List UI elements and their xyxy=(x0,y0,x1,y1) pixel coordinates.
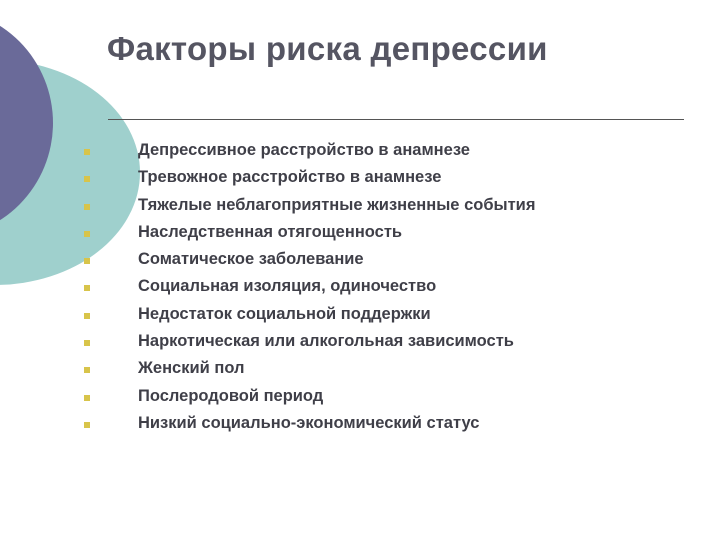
bullet-square-icon xyxy=(84,149,90,155)
bullet-square-icon xyxy=(84,367,90,373)
list-item-text: Тяжелые неблагоприятные жизненные события xyxy=(138,195,536,214)
bullet-square-icon xyxy=(84,258,90,264)
bullet-square-icon xyxy=(84,204,90,210)
list-item xyxy=(84,301,535,328)
list-item xyxy=(84,137,535,164)
risk-factor-list xyxy=(84,137,535,437)
list-item-text: Депрессивное расстройство в анамнезе xyxy=(138,141,470,159)
bullet-square-icon xyxy=(84,176,90,182)
list-item xyxy=(84,273,535,300)
bullet-square-icon xyxy=(84,231,90,237)
list-item xyxy=(84,328,535,355)
list-item-text: Женский пол xyxy=(138,359,245,378)
list-item-text: Недостаток социальной поддержки xyxy=(138,304,431,323)
list-item xyxy=(84,192,535,219)
slide-title: Факторы риска депрессии xyxy=(107,30,548,67)
list-item-text: Тревожное расстройство в анамнезе xyxy=(138,168,442,187)
list-item-text: Наркотическая или алкогольная зависимость xyxy=(138,332,514,351)
bullet-square-icon xyxy=(84,422,90,428)
list-item-text: Низкий социально-экономический статус xyxy=(138,413,480,432)
list-item-text: Социальная изоляция, одиночество xyxy=(138,277,437,296)
list-item-text: Послеродовой период xyxy=(138,386,324,405)
list-item xyxy=(84,246,535,273)
list-item-text: Соматическое заболевание xyxy=(138,250,364,269)
title-divider xyxy=(108,119,684,120)
list-item xyxy=(84,355,535,382)
list-item xyxy=(84,164,535,191)
list-item xyxy=(84,383,535,410)
bullet-square-icon xyxy=(84,340,90,346)
bullet-square-icon xyxy=(84,395,90,401)
bullet-square-icon xyxy=(84,313,90,319)
bullet-square-icon xyxy=(84,285,90,291)
list-item xyxy=(84,219,535,246)
list-item-text: Наследственная отягощенность xyxy=(138,222,403,241)
list-item xyxy=(84,410,535,437)
